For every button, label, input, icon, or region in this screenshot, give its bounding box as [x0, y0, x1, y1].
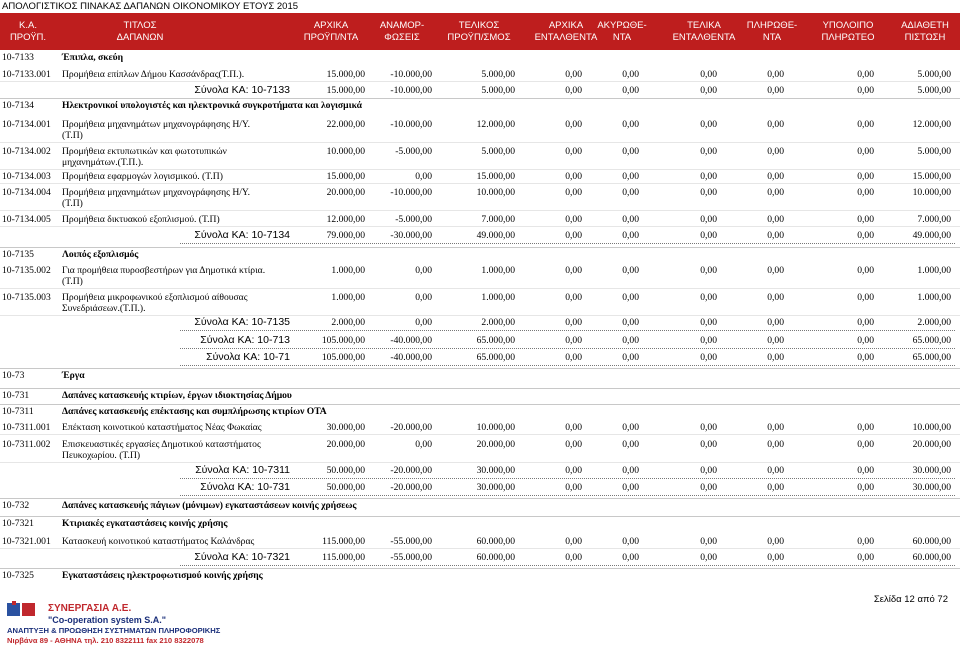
group-code: 10-73: [2, 370, 25, 381]
total-value: 0,00: [565, 85, 582, 96]
item-code: 10-7321.001: [2, 536, 51, 547]
item-value: 10.000,00: [912, 422, 951, 433]
item-value: 0,00: [700, 265, 717, 276]
total-value: 50.000,00: [326, 482, 365, 493]
item-code: 10-7134.004: [2, 187, 51, 198]
row-divider: [0, 81, 960, 82]
item-value: 0,00: [565, 146, 582, 157]
item-code: 10-7135.003: [2, 292, 51, 303]
total-value: 49.000,00: [476, 230, 515, 241]
total-value: 60.000,00: [476, 552, 515, 563]
total-value: 0,00: [622, 482, 639, 493]
total-value: 0,00: [415, 317, 432, 328]
total-value: 0,00: [767, 317, 784, 328]
total-value: 30.000,00: [912, 482, 951, 493]
item-value: 0,00: [622, 146, 639, 157]
total-label: Σύνολα ΚΑ: 10-7311: [195, 464, 290, 476]
total-underline: [180, 330, 955, 331]
item-title: Προμήθεια επίπλων Δήμου Κασσάνδρας(Τ.Π.).: [62, 69, 245, 80]
total-value: 5.000,00: [917, 85, 951, 96]
total-label: Σύνολα ΚΑ: 10-7133: [194, 84, 290, 96]
item-value: 0,00: [767, 214, 784, 225]
column-header: [95, 20, 185, 44]
column-header-line2: ΝΤΑ: [612, 32, 632, 43]
group-code: 10-731: [2, 390, 30, 401]
item-value: 0,00: [767, 536, 784, 547]
item-value: 0,00: [622, 422, 639, 433]
item-value: 5.000,00: [481, 69, 515, 80]
total-value: 0,00: [857, 552, 874, 563]
item-title-cont: Πευκοχωρίου. (Τ.Π): [62, 450, 141, 461]
total-value: 0,00: [622, 552, 639, 563]
item-value: 0,00: [565, 536, 582, 547]
item-value: 0,00: [565, 171, 582, 182]
column-header: [434, 20, 524, 44]
item-title: Προμήθεια εκτυπωτικών και φωτοτυπικών: [62, 146, 227, 157]
row-divider: [0, 288, 960, 289]
item-value: 5.000,00: [917, 146, 951, 157]
column-header-line1: Κ.Α.: [19, 20, 37, 31]
item-value: 0,00: [857, 292, 874, 303]
row-divider: [0, 183, 960, 184]
item-value: 15.000,00: [476, 171, 515, 182]
item-value: 0,00: [700, 171, 717, 182]
total-value: 0,00: [565, 482, 582, 493]
item-value: 12.000,00: [476, 119, 515, 130]
column-header-line2: ΦΩΣΕΙΣ: [384, 32, 420, 43]
column-header: [577, 20, 667, 44]
total-value: 2.000,00: [917, 317, 951, 328]
item-value: 0,00: [857, 214, 874, 225]
row-divider: [0, 226, 960, 227]
footer-company: ΣΥΝΕΡΓΑΣΙΑ Α.Ε.: [48, 603, 132, 614]
total-value: 0,00: [622, 352, 639, 363]
item-value: 0,00: [565, 439, 582, 450]
column-header: [0, 20, 73, 44]
item-value: 0,00: [700, 214, 717, 225]
group-title: Λοιπός εξοπλισμός: [62, 249, 139, 260]
total-value: 105.000,00: [321, 352, 365, 363]
total-underline: [180, 365, 955, 366]
column-header-line1: ΠΛΗΡΩΘΕ-: [746, 20, 798, 31]
group-title: Εγκαταστάσεις ηλεκτροφωτισμού κοινής χρήσης: [62, 570, 263, 581]
group-separator: [0, 368, 960, 369]
item-value: 0,00: [767, 422, 784, 433]
item-value: 7.000,00: [917, 214, 951, 225]
total-underline: [180, 565, 955, 566]
total-value: 0,00: [857, 85, 874, 96]
group-code: 10-7311: [2, 406, 34, 417]
item-title: Για προμήθεια πυροσβεστήρων για Δημοτικά κτίρια.: [62, 265, 266, 276]
total-value: 0,00: [857, 317, 874, 328]
item-value: 0,00: [857, 119, 874, 130]
group-separator: [0, 498, 960, 499]
footer-description: ΑΝΑΠΤΥΞΗ & ΠΡΟΩΘΗΣΗ ΣΥΣΤΗΜΑΤΩΝ ΠΛΗΡΟΦΟΡΙΚΗΣ: [7, 626, 221, 635]
item-value: 0,00: [622, 69, 639, 80]
total-underline: [180, 243, 955, 244]
item-value: 0,00: [857, 187, 874, 198]
item-title: Επέκταση κοινοτικού καταστήματος Νέας Φωκαίας: [62, 422, 262, 433]
item-title: Επισκευαστικές εργασίες Δημοτικού καταστήματος: [62, 439, 261, 450]
item-value: -10.000,00: [390, 69, 432, 80]
group-title: Κτιριακές εγκαταστάσεις κοινής χρήσης: [62, 518, 228, 529]
item-value: 10.000,00: [326, 146, 365, 157]
item-value: 1.000,00: [481, 292, 515, 303]
item-title: Προμήθεια δικτυακού εξοπλισμού. (Τ.Π): [62, 214, 220, 225]
column-header-line1: ΑΡΧΙΚΑ: [548, 20, 584, 31]
item-value: 5.000,00: [917, 69, 951, 80]
item-value: 0,00: [767, 292, 784, 303]
item-value: 0,00: [700, 536, 717, 547]
column-header-line2: ΠΡΟΫΠ/ΣΜΟΣ: [447, 32, 511, 43]
item-value: 60.000,00: [912, 536, 951, 547]
total-value: 0,00: [700, 482, 717, 493]
item-title: Κατασκευή κοινοτικού καταστήματος Καλάνδρας: [62, 536, 255, 547]
column-header-line1: ΤΙΤΛΟΣ: [123, 20, 157, 31]
total-value: 65.000,00: [912, 335, 951, 346]
column-header-line2: ΠΡΟΫΠ.: [9, 32, 47, 43]
item-value: 1.000,00: [331, 265, 365, 276]
total-underline: [180, 478, 955, 479]
item-title-cont: (Τ.Π): [62, 130, 83, 141]
column-header-line2: ΔΑΠΑΝΩΝ: [116, 32, 164, 43]
group-code: 10-7325: [2, 570, 34, 581]
item-value: 0,00: [700, 292, 717, 303]
item-value: -5.000,00: [395, 146, 432, 157]
item-value: 7.000,00: [481, 214, 515, 225]
total-value: 115.000,00: [322, 552, 365, 563]
total-value: 0,00: [700, 352, 717, 363]
total-value: 0,00: [565, 230, 582, 241]
total-value: 0,00: [857, 335, 874, 346]
total-value: 50.000,00: [326, 465, 365, 476]
total-value: 0,00: [767, 465, 784, 476]
item-value: 10.000,00: [912, 187, 951, 198]
item-value: 0,00: [857, 171, 874, 182]
total-label: Σύνολα ΚΑ: 10-713: [200, 334, 290, 346]
item-value: 1.000,00: [917, 265, 951, 276]
item-value: 10.000,00: [476, 422, 515, 433]
item-value: 5.000,00: [481, 146, 515, 157]
group-code: 10-7135: [2, 249, 34, 260]
group-title: Έπιπλα, σκεύη: [62, 52, 124, 63]
total-value: 30.000,00: [476, 482, 515, 493]
total-value: 30.000,00: [912, 465, 951, 476]
item-value: 12.000,00: [912, 119, 951, 130]
item-title-cont: (Τ.Π): [62, 198, 83, 209]
item-value: 0,00: [565, 292, 582, 303]
group-title: Δαπάνες κατασκευής πάγιων (μόνιμων) εγκαταστάσεων κοινής χρήσεως: [62, 500, 357, 511]
column-header-line1: ΤΕΛΙΚΟΣ: [458, 20, 500, 31]
item-value: 30.000,00: [326, 422, 365, 433]
item-value: 0,00: [857, 422, 874, 433]
item-value: 12.000,00: [326, 214, 365, 225]
total-value: 49.000,00: [912, 230, 951, 241]
total-value: 30.000,00: [476, 465, 515, 476]
item-title-cont: μηχανημάτων.(Τ.Π.).: [62, 157, 144, 168]
item-value: 0,00: [622, 119, 639, 130]
item-code: 10-7311.002: [2, 439, 51, 450]
footer-slogan: "Co-operation system S.A.": [48, 615, 167, 625]
column-header-line2: ΠΡΟΫΠ/ΝΤΑ: [303, 32, 359, 43]
total-value: 0,00: [857, 230, 874, 241]
report-title: ΑΠΟΛΟΓΙΣΤΙΚΟΣ ΠΙΝΑΚΑΣ ΔΑΠΑΝΩΝ ΟΙΚΟΝΟΜΙΚΟΥ ΕΤΟΥΣ 2015: [2, 1, 299, 12]
item-code: 10-7134.003: [2, 171, 51, 182]
item-value: 0,00: [767, 265, 784, 276]
item-value: 1.000,00: [917, 292, 951, 303]
item-title-cont: Συνεδριάσεων.(Τ.Π.).: [62, 303, 146, 314]
total-value: 2.000,00: [331, 317, 365, 328]
item-value: 0,00: [857, 69, 874, 80]
item-value: 0,00: [415, 292, 432, 303]
item-value: -10.000,00: [390, 187, 432, 198]
page-number: Σελίδα 12 από 72: [873, 594, 948, 605]
group-separator: [0, 516, 960, 517]
group-title: Έργα: [62, 370, 85, 381]
total-value: 0,00: [622, 317, 639, 328]
item-value: 0,00: [767, 187, 784, 198]
column-header-line1: ΥΠΟΛΟΙΠΟ: [822, 20, 874, 31]
item-code: 10-7134.002: [2, 146, 51, 157]
total-value: 5.000,00: [481, 85, 515, 96]
item-code: 10-7133.001: [2, 69, 51, 80]
item-title: Προμήθεια εφαρμογών λογισμικού. (Τ.Π): [62, 171, 223, 182]
column-header-line1: ΑΝΑΜΟΡ-: [379, 20, 425, 31]
column-header-line2: ΝΤΑ: [762, 32, 782, 43]
total-value: 0,00: [857, 482, 874, 493]
item-value: 0,00: [700, 439, 717, 450]
item-value: 0,00: [857, 536, 874, 547]
total-value: 0,00: [622, 335, 639, 346]
footer-address: Νιρβάνα 89 - ΑΘΗΝΑ τηλ. 210 8322111 fax 210 8322078: [7, 636, 204, 645]
item-value: 0,00: [565, 422, 582, 433]
item-value: -20.000,00: [390, 422, 432, 433]
item-value: 0,00: [622, 439, 639, 450]
row-divider: [0, 169, 960, 170]
total-underline: [180, 348, 955, 349]
item-value: 60.000,00: [476, 536, 515, 547]
item-value: 0,00: [767, 119, 784, 130]
item-value: 0,00: [700, 69, 717, 80]
item-value: 15.000,00: [326, 69, 365, 80]
total-label: Σύνολα ΚΑ: 10-71: [206, 351, 290, 363]
total-value: 0,00: [767, 352, 784, 363]
item-value: 15.000,00: [326, 171, 365, 182]
group-separator: [0, 98, 960, 99]
total-label: Σύνολα ΚΑ: 10-731: [200, 481, 290, 493]
total-label: Σύνολα ΚΑ: 10-7321: [194, 551, 290, 563]
group-title: Δαπάνες κατασκευής επέκτασης και συμπλήρωσης κτιρίων ΟΤΑ: [62, 406, 327, 417]
group-code: 10-732: [2, 500, 30, 511]
row-divider: [0, 462, 960, 463]
item-title: Προμήθεια μικροφωνικού εξοπλισμού αίθουσας: [62, 292, 248, 303]
item-value: 115.000,00: [322, 536, 365, 547]
total-value: 0,00: [565, 465, 582, 476]
total-value: 79.000,00: [326, 230, 365, 241]
row-divider: [0, 315, 960, 316]
total-value: -30.000,00: [390, 230, 432, 241]
item-value: 20.000,00: [476, 439, 515, 450]
item-value: 0,00: [767, 146, 784, 157]
row-divider: [0, 210, 960, 211]
item-code: 10-7134.005: [2, 214, 51, 225]
item-value: 20.000,00: [326, 439, 365, 450]
total-value: 0,00: [565, 352, 582, 363]
total-value: 0,00: [622, 230, 639, 241]
total-value: 0,00: [767, 85, 784, 96]
total-value: 65.000,00: [912, 352, 951, 363]
group-separator: [0, 404, 960, 405]
item-value: 0,00: [767, 69, 784, 80]
item-value: 0,00: [565, 187, 582, 198]
item-value: 0,00: [700, 187, 717, 198]
total-value: -55.000,00: [390, 552, 432, 563]
row-divider: [0, 548, 960, 549]
group-code: 10-7134: [2, 100, 34, 111]
total-value: -20.000,00: [390, 465, 432, 476]
row-divider: [0, 142, 960, 143]
item-code: 10-7311.001: [2, 422, 51, 433]
total-value: 0,00: [767, 482, 784, 493]
item-value: 0,00: [767, 171, 784, 182]
total-value: 0,00: [700, 552, 717, 563]
item-value: 0,00: [857, 439, 874, 450]
item-code: 10-7135.002: [2, 265, 51, 276]
column-header-line1: ΑΔΙΑΘΕΤΗ: [901, 20, 949, 31]
item-value: 0,00: [857, 265, 874, 276]
column-header-line2: ΠΙΣΤΩΣΗ: [904, 32, 946, 43]
total-value: -20.000,00: [390, 482, 432, 493]
item-value: 0,00: [767, 439, 784, 450]
item-value: 1.000,00: [331, 292, 365, 303]
group-separator: [0, 568, 960, 569]
item-value: 0,00: [565, 119, 582, 130]
total-value: 0,00: [700, 465, 717, 476]
item-value: 0,00: [565, 214, 582, 225]
item-value: 0,00: [565, 265, 582, 276]
item-code: 10-7134.001: [2, 119, 51, 130]
item-title: Προμήθεια μηχανημάτων μηχανογράφησης Η/Υ.: [62, 119, 251, 130]
total-value: 2.000,00: [481, 317, 515, 328]
item-value: 0,00: [415, 171, 432, 182]
total-value: 15.000,00: [326, 85, 365, 96]
total-value: -40.000,00: [390, 335, 432, 346]
item-value: -55.000,00: [390, 536, 432, 547]
item-value: 20.000,00: [912, 439, 951, 450]
group-code: 10-7321: [2, 518, 34, 529]
item-value: 15.000,00: [912, 171, 951, 182]
company-logo: [7, 601, 49, 620]
group-code: 10-7133: [2, 52, 34, 63]
item-value: 0,00: [622, 187, 639, 198]
total-underline: [180, 495, 955, 496]
column-header-line2: ΠΛΗΡΩΤΕΟ: [821, 32, 875, 43]
total-value: 0,00: [700, 85, 717, 96]
total-value: 0,00: [857, 352, 874, 363]
total-value: 0,00: [700, 335, 717, 346]
item-value: 0,00: [622, 536, 639, 547]
item-value: 1.000,00: [481, 265, 515, 276]
total-value: 0,00: [767, 552, 784, 563]
item-value: 0,00: [700, 146, 717, 157]
total-value: 65.000,00: [476, 335, 515, 346]
column-header-line2: ΕΝΤΑΛΘΕΝΤΑ: [534, 32, 598, 43]
item-value: 0,00: [700, 119, 717, 130]
item-value: 20.000,00: [326, 187, 365, 198]
group-separator: [0, 388, 960, 389]
column-header-line1: ΤΕΛΙΚΑ: [687, 20, 721, 31]
total-label: Σύνολα ΚΑ: 10-7134: [194, 229, 290, 241]
total-value: 0,00: [767, 230, 784, 241]
item-value: 0,00: [622, 292, 639, 303]
total-value: 0,00: [622, 465, 639, 476]
total-value: 105.000,00: [321, 335, 365, 346]
row-divider: [0, 434, 960, 435]
group-title: Ηλεκτρονικοί υπολογιστές και ηλεκτρονικά συγκροτήματα και λογισμικά: [62, 100, 362, 111]
total-value: -10.000,00: [390, 85, 432, 96]
total-label: Σύνολα ΚΑ: 10-7135: [194, 316, 290, 328]
total-value: 60.000,00: [912, 552, 951, 563]
item-value: -5.000,00: [395, 214, 432, 225]
column-header: [880, 20, 960, 44]
total-value: 0,00: [565, 335, 582, 346]
item-title-cont: (Τ.Π): [62, 276, 83, 287]
column-header-line2: ΕΝΤΑΛΘΕΝΤΑ: [672, 32, 736, 43]
item-value: -10.000,00: [390, 119, 432, 130]
total-value: 0,00: [700, 230, 717, 241]
item-value: 0,00: [622, 265, 639, 276]
item-value: 0,00: [622, 171, 639, 182]
item-value: 10.000,00: [476, 187, 515, 198]
column-header-line1: ΑΡΧΙΚΑ: [313, 20, 349, 31]
total-value: 0,00: [767, 335, 784, 346]
item-value: 0,00: [700, 422, 717, 433]
item-value: 0,00: [622, 214, 639, 225]
item-value: 0,00: [415, 439, 432, 450]
logo-mark-icon: [7, 601, 49, 617]
item-value: 0,00: [565, 69, 582, 80]
total-value: -40.000,00: [390, 352, 432, 363]
total-value: 0,00: [700, 317, 717, 328]
group-title: Δαπάνες κατασκευής κτιρίων, έργων ιδιοκτησίας Δήμου: [62, 390, 292, 401]
item-value: 22.000,00: [326, 119, 365, 130]
item-value: 0,00: [857, 146, 874, 157]
total-value: 0,00: [565, 552, 582, 563]
item-value: 0,00: [415, 265, 432, 276]
total-value: 0,00: [857, 465, 874, 476]
group-separator: [0, 247, 960, 248]
table-header: [0, 13, 960, 50]
total-value: 65.000,00: [476, 352, 515, 363]
column-header-line1: ΑΚΥΡΩΘΕ-: [597, 20, 647, 31]
total-value: 0,00: [565, 317, 582, 328]
item-title: Προμήθεια μηχανημάτων μηχανογράφησης Η/Υ.: [62, 187, 251, 198]
total-value: 0,00: [622, 85, 639, 96]
